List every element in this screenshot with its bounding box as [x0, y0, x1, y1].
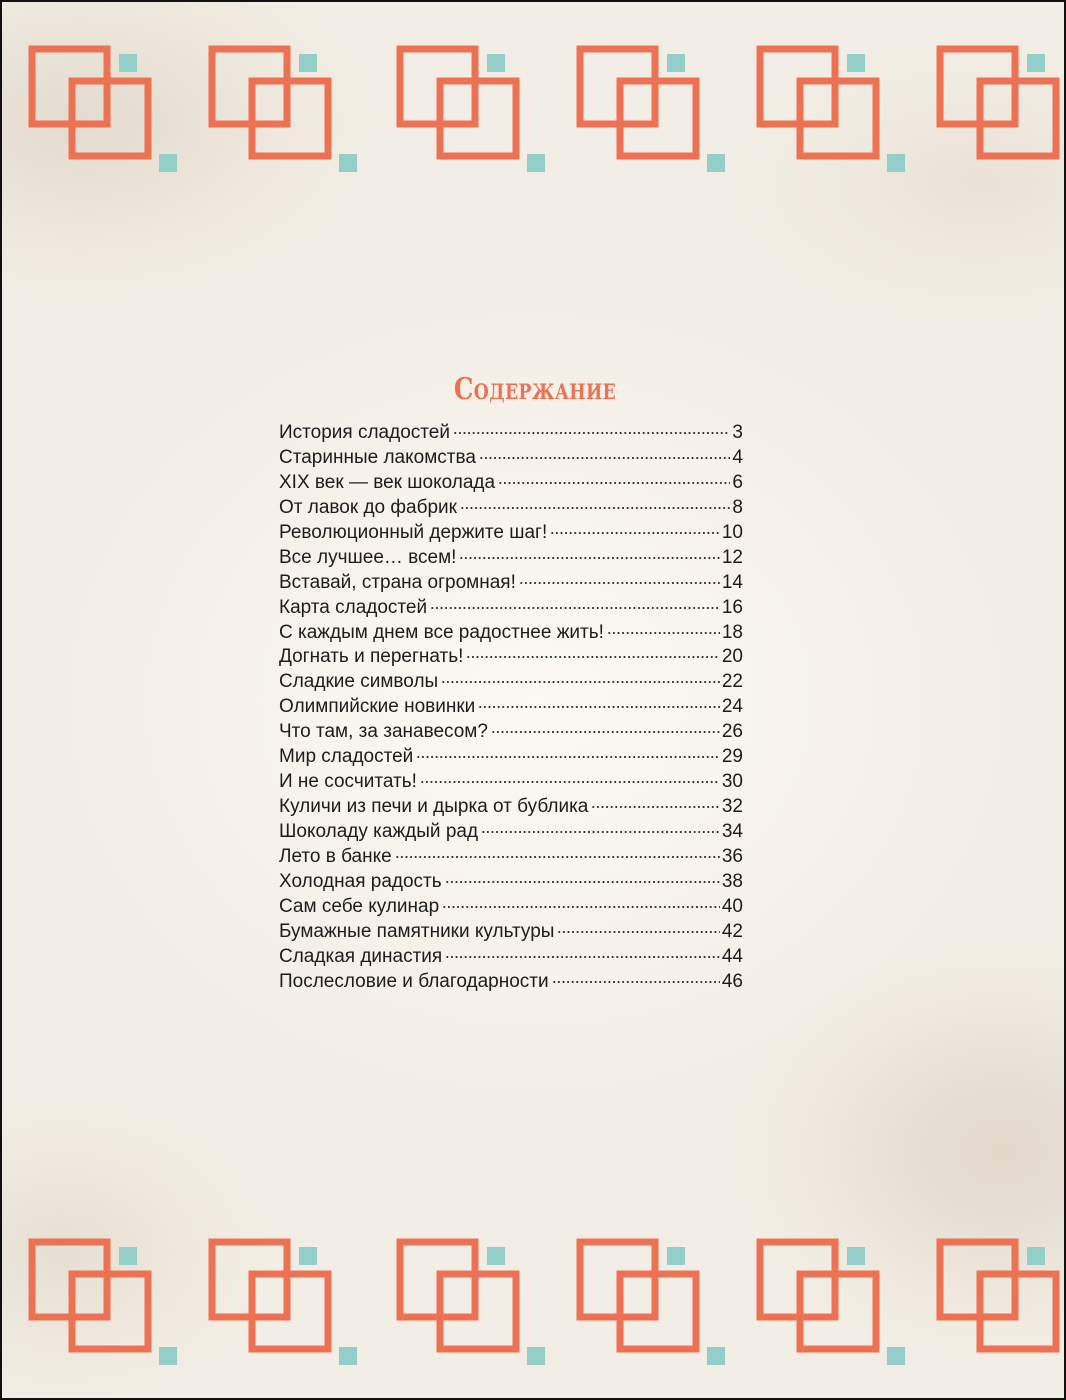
toc-entry-label: И не сосчитать!	[279, 771, 417, 793]
toc-entry-label: Холодная радость	[279, 870, 442, 892]
toc-entry-page-number: 16	[721, 596, 743, 618]
toc-list	[279, 422, 743, 996]
toc-entry	[279, 572, 743, 597]
toc-entry-page-number: 38	[721, 870, 743, 892]
toc-entry-page-number: 12	[721, 546, 743, 568]
toc-entry	[279, 671, 743, 696]
toc-entry-page-number: 26	[721, 721, 743, 743]
toc-entry	[279, 971, 743, 996]
toc-dot-leader	[519, 581, 720, 585]
toc-dot-leader	[420, 780, 720, 784]
toc-dot-leader	[430, 606, 720, 610]
interlocking-squares-icon	[212, 49, 357, 172]
toc-entry-label: Куличи из печи и дырка от бублика	[279, 796, 589, 818]
toc-entry	[279, 846, 743, 871]
toc-entry-label: Все лучшее… всем!	[279, 546, 457, 568]
toc-entry-page-number: 22	[721, 671, 743, 693]
toc-entry-label: Революционный держите шаг!	[279, 521, 548, 543]
toc-entry	[279, 472, 743, 497]
toc-entry-label: Лето в банке	[279, 845, 392, 867]
toc-entry	[279, 622, 743, 647]
toc-entry-page-number: 29	[721, 746, 743, 768]
interlocking-squares-icon	[400, 49, 545, 172]
toc-entry	[279, 896, 743, 921]
toc-entry-page-number: 14	[721, 571, 743, 593]
toc-entry-label: Бумажные памятники культуры	[279, 920, 555, 942]
toc-entry-page-number: 6	[732, 471, 743, 493]
toc-entry-label: Вставай, страна огромная!	[279, 571, 516, 593]
toc-entry	[279, 771, 743, 796]
toc-entry	[279, 871, 743, 896]
toc-entry-page-number: 36	[721, 845, 743, 867]
toc-entry	[279, 821, 743, 846]
toc-entry-label: Мир сладостей	[279, 746, 414, 768]
toc-entry	[279, 646, 743, 671]
top-ornament-border	[2, 42, 1066, 182]
toc-entry	[279, 447, 743, 472]
toc-entry-label: Что там, за занавесом?	[279, 721, 488, 743]
toc-dot-leader	[441, 680, 720, 684]
toc-entry-label: Сладкая династия	[279, 945, 443, 967]
toc-entry	[279, 946, 743, 971]
toc-dot-leader	[552, 980, 720, 984]
top-ornament-svg	[2, 42, 1066, 182]
toc-entry-label: Олимпийские новинки	[279, 696, 476, 718]
toc-dot-leader	[479, 456, 731, 460]
toc-entry-page-number: 8	[732, 496, 743, 518]
toc-entry-page-number: 24	[721, 696, 743, 718]
toc-entry	[279, 796, 743, 821]
toc-dot-leader	[591, 805, 719, 809]
toc-entry-page-number: 32	[721, 796, 743, 818]
toc-entry-page-number: 42	[721, 920, 743, 942]
toc-entry	[279, 746, 743, 771]
interlocking-squares-icon	[760, 1242, 905, 1365]
toc-dot-leader	[445, 955, 720, 959]
toc-entry-page-number: 40	[721, 895, 743, 917]
toc-entry-label: Сладкие символы	[279, 671, 439, 693]
toc-entry-page-number: 44	[721, 945, 743, 967]
toc-dot-leader	[395, 855, 720, 859]
toc-dot-leader	[466, 655, 719, 659]
bottom-ornament-svg	[2, 1235, 1066, 1375]
toc-entry-page-number: 34	[721, 821, 743, 842]
toc-entry-label: Послесловие и благодарности	[279, 970, 549, 992]
interlocking-squares-icon	[940, 49, 1066, 172]
toc-dot-leader	[550, 531, 720, 535]
interlocking-squares-icon	[580, 1242, 725, 1365]
toc-entry-label: С каждым днем все радостнее жить!	[279, 621, 604, 643]
toc-dot-leader	[491, 730, 720, 734]
toc-dot-leader	[442, 905, 720, 909]
toc-entry	[279, 721, 743, 746]
toc-entry	[279, 547, 743, 572]
toc-dot-leader	[460, 506, 730, 510]
toc-dot-leader	[557, 930, 719, 934]
toc-dot-leader	[481, 830, 720, 834]
toc-entry-label: Старинные лакомства	[279, 446, 476, 468]
interlocking-squares-icon	[760, 49, 905, 172]
toc-entry-label: Сам себе кулинар	[279, 895, 440, 917]
toc-title: Содержание	[453, 372, 617, 408]
toc-dot-leader	[459, 556, 719, 560]
toc-entry-label: Шоколаду каждый рад	[279, 821, 479, 842]
interlocking-squares-icon	[32, 49, 177, 172]
toc-entry-label: Карта сладостей	[279, 596, 428, 618]
interlocking-squares-icon	[580, 49, 725, 172]
toc-entry	[279, 921, 743, 946]
interlocking-squares-icon	[32, 1242, 177, 1365]
interlocking-squares-icon	[940, 1242, 1066, 1365]
interlocking-squares-icon	[400, 1242, 545, 1365]
toc-entry-label: XIX век — век шоколада	[279, 471, 496, 493]
toc-dot-leader	[416, 755, 720, 759]
toc-dot-leader	[607, 631, 720, 635]
interlocking-squares-icon	[212, 1242, 357, 1365]
toc-entry-page-number: 3	[732, 422, 743, 443]
toc-entry	[279, 597, 743, 622]
toc-entry-page-number: 46	[721, 970, 743, 992]
toc-entry-page-number: 20	[721, 646, 743, 668]
toc-entry-page-number: 30	[721, 771, 743, 793]
toc-dot-leader	[498, 481, 730, 485]
toc-entry-page-number: 4	[732, 446, 743, 468]
toc-entry	[279, 522, 743, 547]
toc-entry	[279, 497, 743, 522]
toc-entry-page-number: 10	[721, 521, 743, 543]
toc-entry-label: История сладостей	[279, 422, 450, 443]
toc-entry	[279, 422, 743, 447]
toc-dot-leader	[445, 880, 720, 884]
toc-dot-leader	[453, 431, 730, 435]
toc-entry-page-number: 18	[721, 621, 743, 643]
toc-entry	[279, 696, 743, 721]
bottom-ornament-border	[2, 1235, 1066, 1375]
toc-entry-label: Догнать и перегнать!	[279, 646, 464, 668]
toc-dot-leader	[478, 705, 720, 709]
toc-entry-label: От лавок до фабрик	[279, 496, 457, 518]
